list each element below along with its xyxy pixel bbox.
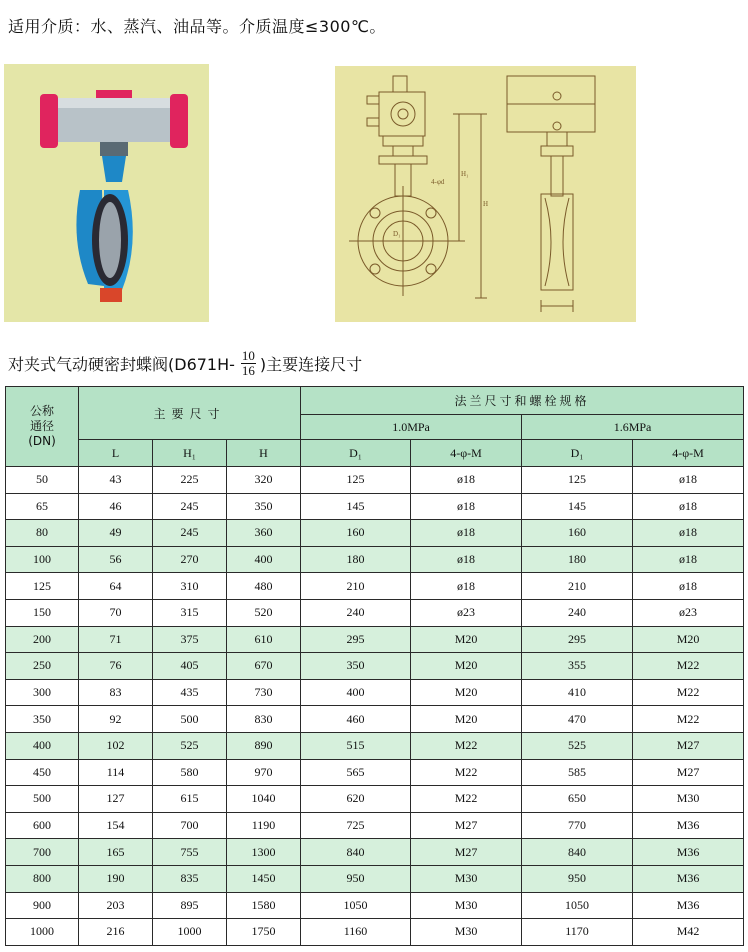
table-cell: 670 — [227, 653, 301, 680]
table-row — [6, 839, 744, 866]
table-cell: M27 — [411, 812, 522, 839]
dimension-table — [5, 386, 744, 946]
table-cell: 525 — [522, 732, 633, 759]
table-cell: ø18 — [411, 493, 522, 520]
table-cell: 360 — [227, 520, 301, 547]
dn-header-line1: 公称 — [29, 404, 54, 418]
table-cell: 127 — [79, 786, 153, 813]
table-cell: 310 — [153, 573, 227, 600]
table-cell: 500 — [6, 786, 79, 813]
col-header: H — [227, 440, 301, 467]
table-cell: 125 — [6, 573, 79, 600]
table-cell: 840 — [301, 839, 411, 866]
pressure-fraction-bottom: 16 — [241, 363, 255, 378]
table-cell: ø18 — [411, 573, 522, 600]
table-cell: 900 — [6, 892, 79, 919]
table-cell: 125 — [522, 467, 633, 494]
table-body — [6, 467, 744, 946]
table-cell: 615 — [153, 786, 227, 813]
table-row — [6, 520, 744, 547]
table-cell: 1160 — [301, 919, 411, 946]
table-cell: 1040 — [227, 786, 301, 813]
table-row — [6, 599, 744, 626]
table-title-suffix: )主要连接尺寸 — [259, 355, 363, 374]
table-cell: 92 — [79, 706, 153, 733]
table-cell: 200 — [6, 626, 79, 653]
table-cell: 320 — [227, 467, 301, 494]
table-cell: M20 — [633, 626, 744, 653]
mpa10-header: 1.0MPa — [301, 415, 522, 440]
table-cell: 225 — [153, 467, 227, 494]
table-cell: ø18 — [633, 520, 744, 547]
table-cell: 1580 — [227, 892, 301, 919]
table-row — [6, 759, 744, 786]
table-cell: 64 — [79, 573, 153, 600]
table-cell: 250 — [6, 653, 79, 680]
table-cell: 620 — [301, 786, 411, 813]
col-header: L — [79, 440, 153, 467]
bolt-label: 4-φd — [431, 178, 445, 186]
table-cell: 210 — [301, 573, 411, 600]
valve-photo — [4, 64, 209, 322]
table-cell: 56 — [79, 546, 153, 573]
table-cell: 180 — [522, 546, 633, 573]
table-cell: M20 — [411, 706, 522, 733]
table-cell: 1300 — [227, 839, 301, 866]
table-cell: M30 — [411, 892, 522, 919]
col-header: 4-φ-M — [633, 440, 744, 467]
table-cell: M20 — [411, 653, 522, 680]
main-dims-header: 主要尺寸 — [79, 387, 301, 440]
table-cell: 480 — [227, 573, 301, 600]
h-label: H — [483, 200, 489, 208]
table-cell: 46 — [79, 493, 153, 520]
h1-label: H₁ — [461, 170, 469, 178]
table-cell: 125 — [301, 467, 411, 494]
table-cell: 400 — [227, 546, 301, 573]
mpa16-header: 1.6MPa — [522, 415, 744, 440]
table-cell: 49 — [79, 520, 153, 547]
table-cell: 435 — [153, 679, 227, 706]
table-cell: M27 — [633, 732, 744, 759]
table-cell: 835 — [153, 865, 227, 892]
table-cell: ø18 — [411, 467, 522, 494]
table-cell: 1170 — [522, 919, 633, 946]
table-cell: 725 — [301, 812, 411, 839]
table-cell: 500 — [153, 706, 227, 733]
col-header: D₁ — [301, 440, 411, 467]
table-cell: 800 — [6, 865, 79, 892]
table-row — [6, 892, 744, 919]
table-row — [6, 467, 744, 494]
table-cell: 114 — [79, 759, 153, 786]
table-title-prefix: 对夹式气动硬密封蝶阀(D671H- — [8, 355, 235, 374]
col-header: H₁ — [153, 440, 227, 467]
table-cell: 76 — [79, 653, 153, 680]
table-cell: 145 — [522, 493, 633, 520]
table-cell: ø18 — [633, 467, 744, 494]
table-cell: 1000 — [153, 919, 227, 946]
table-cell: 950 — [301, 865, 411, 892]
table-cell: 160 — [522, 520, 633, 547]
table-cell: ø18 — [633, 573, 744, 600]
table-cell: 375 — [153, 626, 227, 653]
table-cell: 71 — [79, 626, 153, 653]
table-cell: M36 — [633, 892, 744, 919]
table-row — [6, 679, 744, 706]
table-cell: 295 — [301, 626, 411, 653]
table-cell: 315 — [153, 599, 227, 626]
d1-label: D₁ — [393, 230, 401, 238]
table-cell: M42 — [633, 919, 744, 946]
table-cell: 950 — [522, 865, 633, 892]
table-cell: 355 — [522, 653, 633, 680]
table-cell: 70 — [79, 599, 153, 626]
table-cell: 1190 — [227, 812, 301, 839]
table-row — [6, 812, 744, 839]
table-cell: M27 — [633, 759, 744, 786]
table-cell: 470 — [522, 706, 633, 733]
table-cell: M20 — [411, 626, 522, 653]
table-cell: 770 — [522, 812, 633, 839]
table-cell: M22 — [633, 653, 744, 680]
table-cell: M22 — [633, 679, 744, 706]
table-cell: 216 — [79, 919, 153, 946]
table-cell: 400 — [301, 679, 411, 706]
table-cell: M30 — [633, 786, 744, 813]
table-cell: 160 — [301, 520, 411, 547]
col-header: 4-φ-M — [411, 440, 522, 467]
table-cell: 203 — [79, 892, 153, 919]
pressure-fraction — [241, 349, 256, 378]
table-cell: M27 — [411, 839, 522, 866]
table-cell: 83 — [79, 679, 153, 706]
table-cell: 210 — [522, 573, 633, 600]
table-cell: 50 — [6, 467, 79, 494]
table-cell: 1050 — [522, 892, 633, 919]
table-cell: 1750 — [227, 919, 301, 946]
table-row — [6, 732, 744, 759]
table-cell: 895 — [153, 892, 227, 919]
intro-text: 适用介质：水、蒸汽、油品等。介质温度≤300℃。 — [8, 17, 386, 36]
table-cell: 240 — [522, 599, 633, 626]
table-cell: 650 — [522, 786, 633, 813]
table-cell: M20 — [411, 679, 522, 706]
table-cell: M22 — [411, 786, 522, 813]
dn-header-line2: 通径 — [29, 419, 54, 433]
table-cell: 755 — [153, 839, 227, 866]
table-cell: ø18 — [633, 493, 744, 520]
table-cell: 450 — [6, 759, 79, 786]
table-cell: 600 — [6, 812, 79, 839]
table-row — [6, 865, 744, 892]
table-cell: ø23 — [633, 599, 744, 626]
table-cell: ø18 — [411, 546, 522, 573]
table-cell: 295 — [522, 626, 633, 653]
flange-spec-header: 法兰尺寸和螺栓规格 — [301, 387, 744, 415]
table-cell: 145 — [301, 493, 411, 520]
table-cell: 520 — [227, 599, 301, 626]
table-cell: 1450 — [227, 865, 301, 892]
table-cell: M36 — [633, 812, 744, 839]
table-row — [6, 919, 744, 946]
table-cell: 400 — [6, 732, 79, 759]
table-cell: M30 — [411, 919, 522, 946]
table-cell: M22 — [411, 732, 522, 759]
table-cell: 65 — [6, 493, 79, 520]
table-cell: 190 — [79, 865, 153, 892]
table-row — [6, 626, 744, 653]
table-cell: 165 — [79, 839, 153, 866]
table-cell: 100 — [6, 546, 79, 573]
table-cell: ø18 — [633, 546, 744, 573]
table-title — [8, 349, 362, 378]
table-cell: M36 — [633, 865, 744, 892]
table-cell: 102 — [79, 732, 153, 759]
dn-header-line3: (DN) — [28, 434, 56, 448]
table-cell: 350 — [227, 493, 301, 520]
table-cell: 565 — [301, 759, 411, 786]
table-cell: 890 — [227, 732, 301, 759]
table-cell: 350 — [6, 706, 79, 733]
table-cell: 830 — [227, 706, 301, 733]
dn-header — [6, 387, 79, 467]
table-cell: 525 — [153, 732, 227, 759]
table-cell: 154 — [79, 812, 153, 839]
table-cell: 515 — [301, 732, 411, 759]
table-cell: 43 — [79, 467, 153, 494]
pressure-fraction-top: 10 — [241, 348, 255, 363]
table-cell: 1050 — [301, 892, 411, 919]
table-cell: 300 — [6, 679, 79, 706]
table-row — [6, 573, 744, 600]
table-cell: 240 — [301, 599, 411, 626]
table-cell: 610 — [227, 626, 301, 653]
table-cell: 180 — [301, 546, 411, 573]
technical-drawing — [335, 66, 636, 322]
table-cell: 580 — [153, 759, 227, 786]
table-cell: M22 — [633, 706, 744, 733]
table-cell: ø23 — [411, 599, 522, 626]
table-cell: 585 — [522, 759, 633, 786]
table-cell: 350 — [301, 653, 411, 680]
table-cell: 840 — [522, 839, 633, 866]
col-header: D₁ — [522, 440, 633, 467]
table-row — [6, 493, 744, 520]
table-cell: M22 — [411, 759, 522, 786]
table-cell: ø18 — [411, 520, 522, 547]
table-cell: 245 — [153, 520, 227, 547]
table-cell: 270 — [153, 546, 227, 573]
table-cell: 1000 — [6, 919, 79, 946]
table-cell: M30 — [411, 865, 522, 892]
table-row — [6, 706, 744, 733]
table-cell: 405 — [153, 653, 227, 680]
table-row — [6, 653, 744, 680]
table-cell: 730 — [227, 679, 301, 706]
table-cell: 700 — [153, 812, 227, 839]
table-row — [6, 546, 744, 573]
table-cell: 970 — [227, 759, 301, 786]
table-cell: 245 — [153, 493, 227, 520]
table-row — [6, 786, 744, 813]
table-cell: 460 — [301, 706, 411, 733]
table-cell: 80 — [6, 520, 79, 547]
table-cell: M36 — [633, 839, 744, 866]
table-cell: 700 — [6, 839, 79, 866]
table-cell: 410 — [522, 679, 633, 706]
table-cell: 150 — [6, 599, 79, 626]
